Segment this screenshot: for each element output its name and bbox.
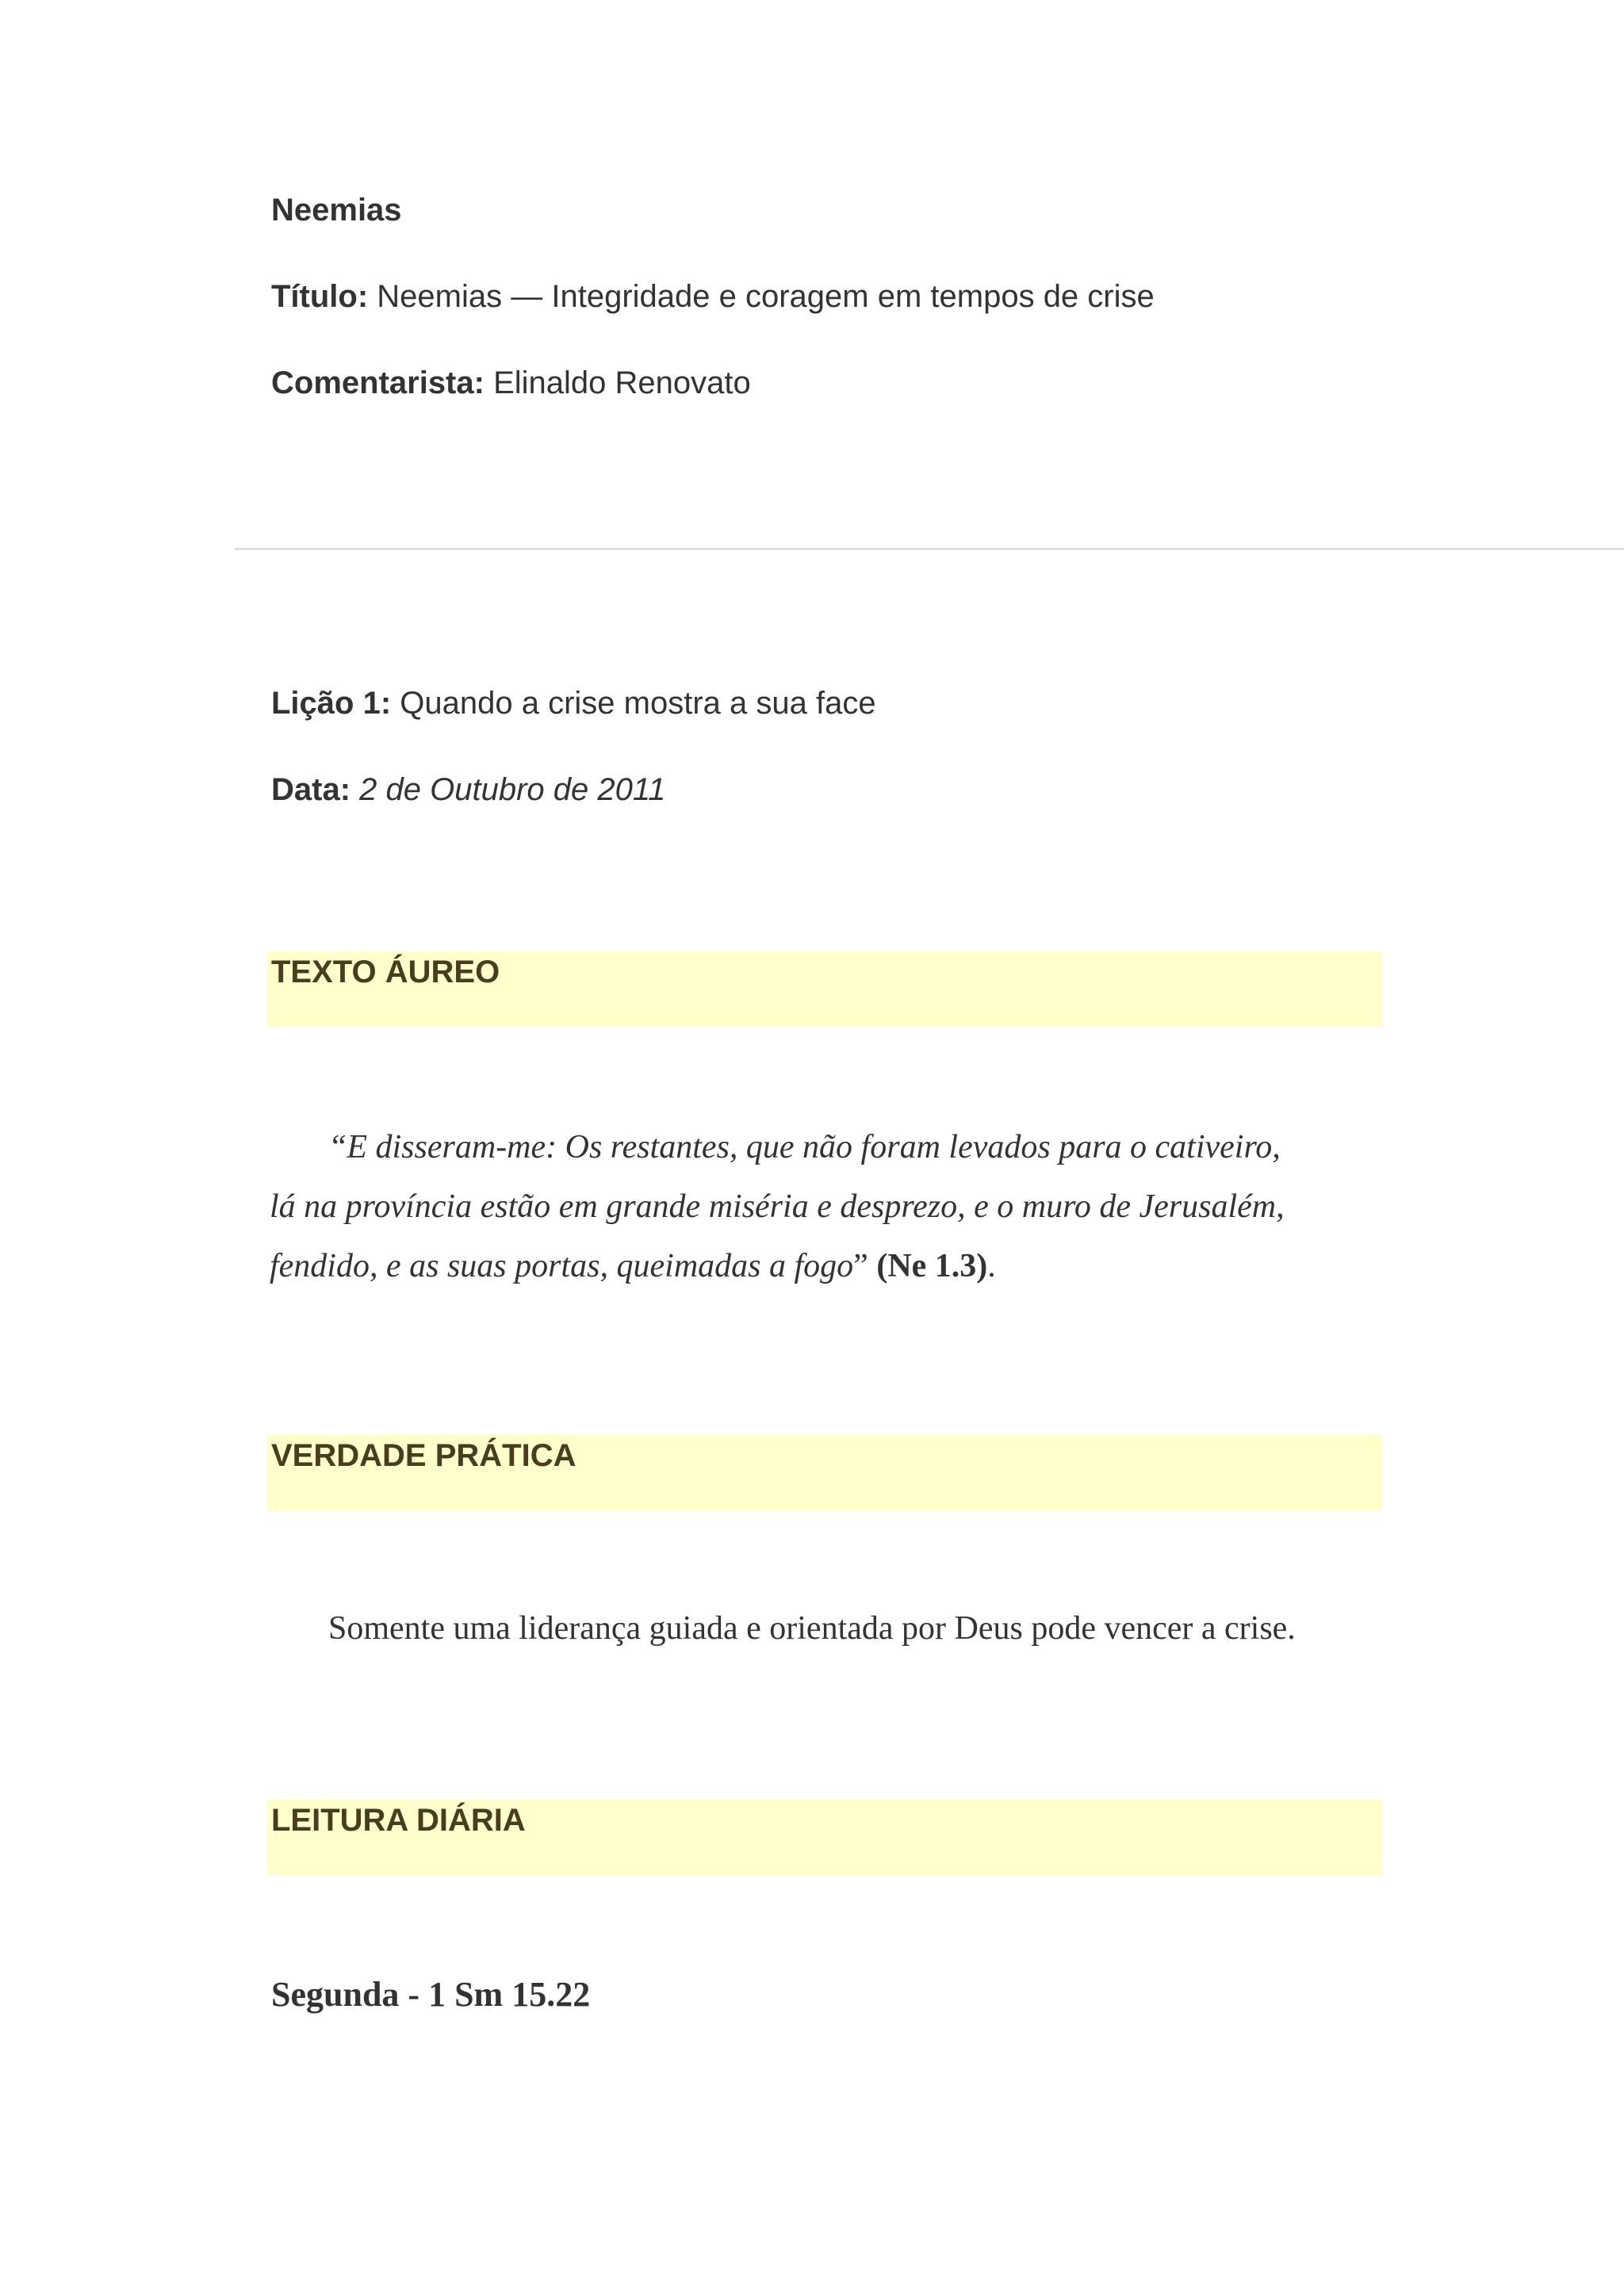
lesson-title: Quando a crise mostra a sua face (400, 686, 876, 721)
lesson-label: Lição 1: (271, 686, 392, 721)
scripture-reference: (Ne 1.3) (876, 1248, 988, 1284)
daily-reading-heading: LEITURA DIÁRIA (271, 1803, 526, 1838)
title-value: Neemias — Integridade e coragem em tempos de crise (377, 279, 1155, 314)
golden-text-heading: TEXTO ÁUREO (271, 955, 500, 989)
quote-period: . (987, 1248, 996, 1284)
title-label: Título: (271, 279, 369, 314)
golden-text-header (267, 951, 1382, 1027)
commentator-line (271, 364, 751, 402)
lesson-line (271, 684, 876, 722)
book-name: Neemias (271, 193, 402, 228)
quote-line-3: fendido, e as suas portas, queimadas a fogo” (Ne 1.3). (270, 1248, 996, 1284)
quote-line-1: “E disseram-me: Os restantes, que não foram levados para o cativeiro, (328, 1129, 1281, 1165)
title-line (271, 277, 1155, 316)
commentator-value: Elinaldo Renovato (493, 365, 751, 400)
quote-line-2: lá na província estão em grande miséria e desprezo, e o muro de Jerusalém, (270, 1188, 1285, 1225)
practical-truth-heading: VERDADE PRÁTICA (271, 1438, 576, 1473)
date-value: 2 de Outubro de 2011 (359, 772, 666, 807)
commentator-label: Comentarista: (271, 365, 485, 400)
section-divider (235, 548, 1624, 550)
close-quote: ” (853, 1248, 868, 1284)
daily-reading-monday: Segunda - 1 Sm 15.22 (271, 1975, 591, 2014)
golden-text-quote (270, 1118, 1383, 1296)
practical-truth-header (267, 1435, 1382, 1511)
date-label: Data: (271, 772, 351, 807)
practical-truth-text: Somente uma liderança guiada e orientada por Deus pode vencer a crise. (328, 1610, 1296, 1647)
date-line (271, 771, 665, 809)
daily-reading-header (267, 1800, 1382, 1876)
